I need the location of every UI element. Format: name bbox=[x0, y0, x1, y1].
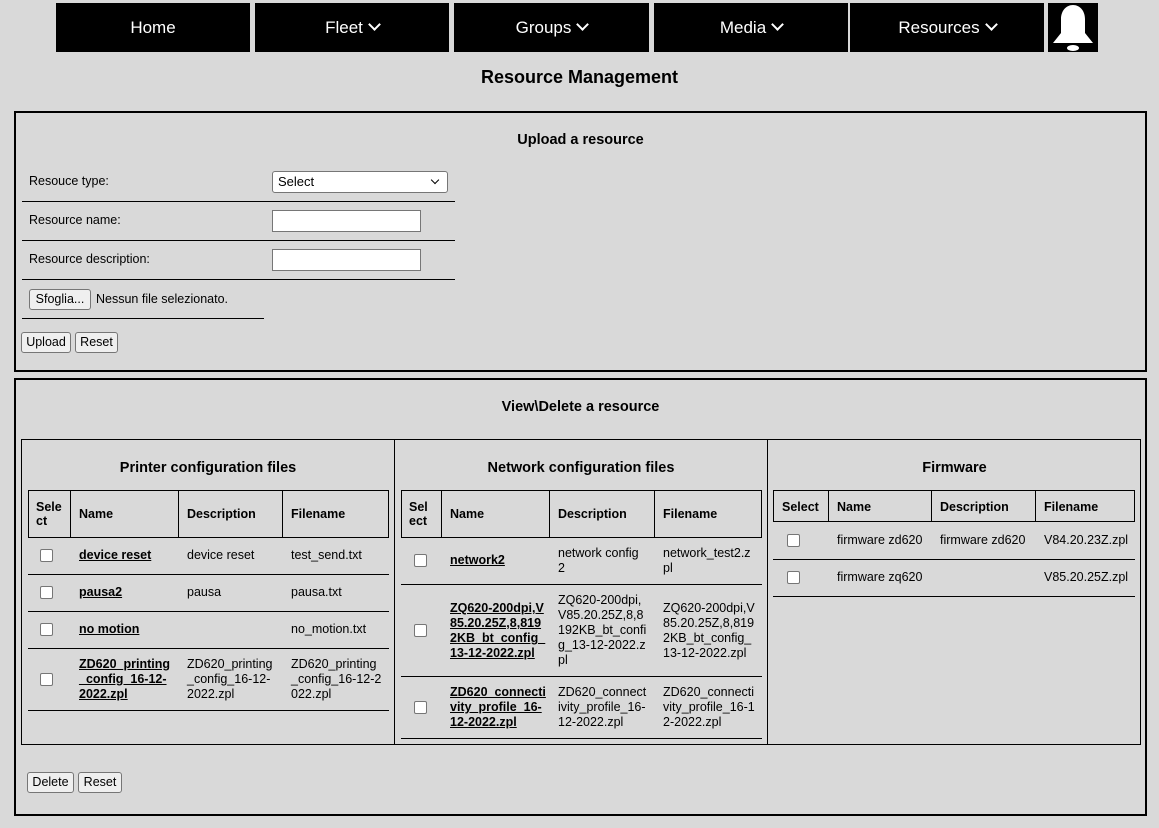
nav-resources-label: Resources bbox=[898, 17, 980, 37]
resource-type-select[interactable] bbox=[272, 171, 448, 193]
nav-home-label: Home bbox=[130, 17, 176, 37]
firmware-row-checkbox[interactable] bbox=[787, 534, 800, 547]
firmware-row-divider bbox=[773, 559, 1135, 560]
printer-row-checkbox[interactable] bbox=[40, 586, 53, 599]
firmware-header-select-label: Select bbox=[782, 500, 819, 514]
network-row-checkbox[interactable] bbox=[414, 701, 427, 714]
upload-button[interactable]: Upload bbox=[21, 332, 71, 353]
nav-groups[interactable] bbox=[454, 3, 649, 52]
network-row-checkbox[interactable] bbox=[414, 624, 427, 637]
firmware-header-description-label: Description bbox=[940, 500, 1009, 514]
network-row-divider bbox=[401, 738, 762, 739]
printer-table-title: Printer configuration files bbox=[119, 460, 297, 476]
browse-button[interactable]: Sfoglia... bbox=[29, 289, 91, 310]
printer-row-divider bbox=[28, 574, 389, 575]
network-row-name-link[interactable]: network2 bbox=[450, 553, 505, 567]
chevron-down-icon bbox=[577, 18, 590, 31]
printer-row-name-link[interactable]: pausa2 bbox=[79, 585, 123, 599]
network-row-filename: network_test2.z pl bbox=[663, 546, 751, 575]
resource-description-input[interactable] bbox=[272, 249, 421, 271]
printer-header-select-label: Sele ct bbox=[36, 500, 62, 528]
firmware-row-description: firmware zd620 bbox=[940, 533, 1026, 547]
file-row-divider bbox=[22, 318, 264, 319]
firmware-header-name-label: Name bbox=[837, 500, 872, 514]
firmware-header-filename-label: Filename bbox=[1044, 500, 1099, 514]
nav-media[interactable] bbox=[654, 3, 848, 52]
notifications-button[interactable] bbox=[1048, 3, 1098, 52]
chevron-down-icon bbox=[431, 176, 439, 184]
upload-reset-button[interactable]: Reset bbox=[75, 332, 118, 353]
printer-header-filename-label: Filename bbox=[291, 507, 346, 521]
resource-type-value: Select bbox=[278, 174, 315, 189]
printer-row-checkbox[interactable] bbox=[40, 673, 53, 686]
printer-row-description: pausa bbox=[187, 585, 222, 599]
column-divider bbox=[767, 439, 768, 745]
firmware-row-checkbox[interactable] bbox=[787, 571, 800, 584]
network-row-name-link[interactable]: ZD620_connecti vity_profile_16- 12-2022.zpl bbox=[450, 685, 546, 729]
printer-row-name-link[interactable]: ZD620_printing _config_16-12-2022.zpl bbox=[79, 657, 170, 701]
nav-fleet-label: Fleet bbox=[325, 17, 363, 37]
chevron-down-icon bbox=[771, 18, 784, 31]
printer-row-filename: test_send.txt bbox=[291, 548, 362, 562]
network-row-filename: ZQ620-200dpi,V 85.20.25Z,8,819 2KB_bt_config_ 13-12-2022.zpl bbox=[663, 601, 755, 660]
printer-row-divider bbox=[28, 648, 389, 649]
network-table-title: Network configuration files bbox=[487, 460, 675, 476]
firmware-table-title: Firmware bbox=[922, 460, 987, 476]
resource-name-input[interactable] bbox=[272, 210, 421, 232]
firmware-row-divider bbox=[773, 596, 1135, 597]
firmware-row-name: firmware zq620 bbox=[837, 570, 923, 584]
view-title: View\Delete a resource bbox=[501, 399, 660, 415]
printer-row-divider bbox=[28, 611, 389, 612]
printer-header-name-label: Name bbox=[79, 507, 114, 521]
printer-row-checkbox[interactable] bbox=[40, 549, 53, 562]
nav-home[interactable] bbox=[56, 3, 250, 52]
network-row-divider bbox=[401, 676, 762, 677]
resource-description-label: Resource description: bbox=[29, 252, 150, 266]
network-header-select-label: Sel ect bbox=[409, 500, 428, 528]
network-row-description: ZD620_connect ivity_profile_16- 12-2022.zpl bbox=[558, 685, 647, 729]
page-title: Resource Management bbox=[480, 67, 679, 87]
network-row-name-link[interactable]: ZQ620-200dpi,V 85.20.25Z,8,819 2KB_bt_config_ 13-12-2022.zpl bbox=[450, 601, 546, 660]
printer-row-checkbox[interactable] bbox=[40, 623, 53, 636]
network-row-description: ZQ620-200dpi, V85.20.25Z,8,8 192KB_bt_confi g_13-12-2022.z pl bbox=[558, 593, 647, 667]
printer-row-name-link[interactable]: device reset bbox=[79, 548, 152, 562]
printer-row-filename: no_motion.txt bbox=[291, 622, 367, 636]
printer-header-description-label: Description bbox=[187, 507, 256, 521]
network-header-filename-label: Filename bbox=[663, 507, 718, 521]
upload-title: Upload a resource bbox=[517, 132, 644, 148]
resource-type-label: Resouce type: bbox=[29, 174, 109, 188]
view-reset-button[interactable]: Reset bbox=[78, 772, 122, 793]
column-divider bbox=[394, 439, 395, 745]
firmware-row-filename: V85.20.25Z.zpl bbox=[1044, 570, 1129, 584]
resource-name-label: Resource name: bbox=[29, 213, 121, 227]
network-row-description: network config 2 bbox=[558, 546, 639, 575]
chevron-down-icon bbox=[985, 18, 998, 31]
network-header-name-label: Name bbox=[450, 507, 485, 521]
chevron-down-icon bbox=[368, 18, 381, 31]
network-row-divider bbox=[401, 584, 762, 585]
nav-media-label: Media bbox=[719, 17, 767, 37]
network-row-filename: ZD620_connecti vity_profile_16-1 2-2022.zpl bbox=[663, 685, 755, 729]
network-row-checkbox[interactable] bbox=[414, 554, 427, 567]
no-file-text: Nessun file selezionato. bbox=[96, 292, 229, 306]
printer-row-divider bbox=[28, 710, 389, 711]
printer-row-description: device reset bbox=[187, 548, 255, 562]
firmware-row-name: firmware zd620 bbox=[837, 533, 923, 547]
nav-fleet[interactable] bbox=[255, 3, 449, 52]
delete-button[interactable]: Delete bbox=[27, 772, 74, 793]
printer-row-name-link[interactable]: no motion bbox=[79, 622, 140, 636]
printer-row-filename: ZD620_printing _config_16-12-2 022.zpl bbox=[291, 657, 382, 701]
bell-icon bbox=[1048, 3, 1098, 52]
firmware-row-filename: V84.20.23Z.zpl bbox=[1044, 533, 1129, 547]
nav-groups-label: Groups bbox=[515, 17, 572, 37]
printer-row-description: ZD620_printing _config_16-12-2022.zpl bbox=[187, 657, 273, 701]
nav-resources[interactable] bbox=[850, 3, 1044, 52]
printer-row-filename: pausa.txt bbox=[291, 585, 342, 599]
network-header-description-label: Description bbox=[558, 507, 627, 521]
